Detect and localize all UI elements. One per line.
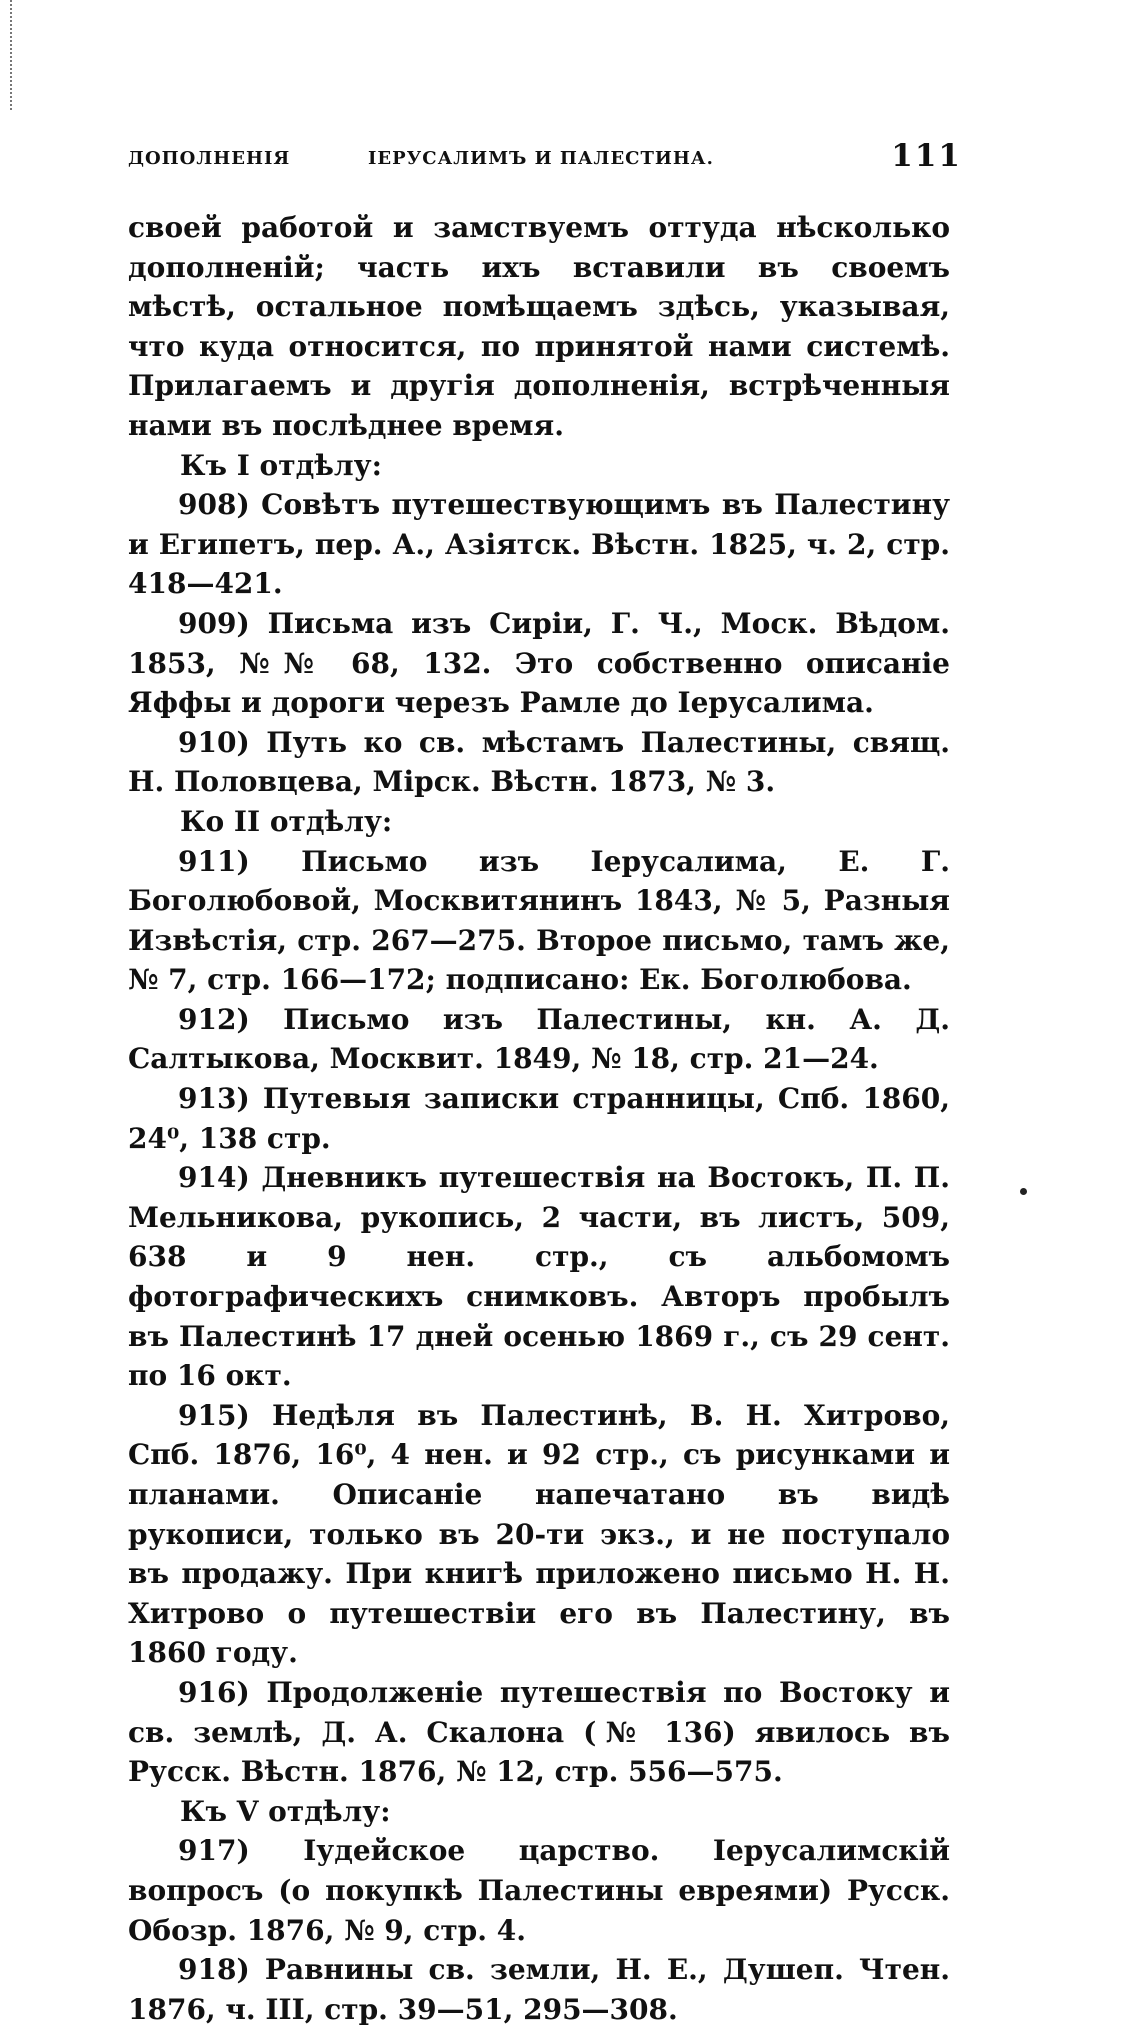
entry-916: 916) Продолженіе путешествія по Востоку и св. землѣ, Д. А. Скалона (№ 136) явилось въ Русск. Вѣстн. 1876, № 12, стр. 556—575. — [128, 1675, 950, 1789]
section-heading-3: Къ V отдѣлу: — [180, 1794, 391, 1828]
ink-speck — [1020, 1188, 1027, 1195]
header-section-title: ДОПОЛНЕНІЯ — [128, 148, 291, 169]
section-heading-2: Ко II отдѣлу: — [180, 804, 393, 838]
entry-912: 912) Письмо изъ Палестины, кн. А. Д. Салтыкова, Москвит. 1849, № 18, стр. 21—24. — [128, 1002, 950, 1076]
intro-paragraph: своей работой и замствуемъ оттуда нѣсколько дополненій; часть ихъ вставили въ своемъ мѣстѣ, остальное помѣщаемъ здѣсь, указывая, что куда относится, по принятой нами системѣ. Прилагаемъ и другія дополненія, встрѣченныя нами въ послѣднее время. — [128, 211, 950, 442]
entry-909: 909) Письма изъ Сиріи, Г. Ч., Моск. Вѣдом. 1853, №№ 68, 132. Это собственно описаніе Яффы и дороги черезъ Рамле до Іерусалима. — [128, 606, 950, 720]
entry-918: 918) Равнины св. земли, Н. Е., Душеп. Чтен. 1876, ч. III, стр. 39—51, 295—308. — [128, 1953, 950, 2026]
running-header — [128, 138, 962, 178]
entry-914: 914) Дневникъ путешествія на Востокъ, П. П. Мельникова, рукопись, 2 части, въ листъ, 509, 638 и 9 нен. стр., съ альбомомъ фотографическихъ снимковъ. Авторъ пробылъ въ Палестинѣ 17 дней осенью 1869 г., съ 29 сент. по 16 окт. — [128, 1161, 950, 1393]
scan-edge-mark — [10, 0, 12, 110]
entry-913: 913) Путевыя записки странницы, Спб. 1860, 24⁰, 138 стр. — [128, 1082, 950, 1155]
entry-908: 908) Совѣтъ путешествующимъ въ Палестину и Египетъ, пер. А., Азіятск. Вѣстн. 1825, ч. 2, стр. 418—421. — [128, 488, 950, 601]
entry-911: 911) Письмо изъ Іерусалима, Е. Г. Боголюбовой, Москвитянинъ 1843, № 5, Разныя Извѣстія, стр. 267—275. Второе письмо, тамъ же, № 7, стр. 166—172; подписано: Ек. Боголюбова. — [128, 844, 950, 997]
page-body — [128, 208, 950, 2029]
entry-917: 917) Іудейское царство. Іерусалимскій вопросъ (о покупкѣ Палестины евреями) Русск. Обозр. 1876, № 9, стр. 4. — [128, 1834, 950, 1947]
entry-910: 910) Путь ко св. мѣстамъ Палестины, свящ. Н. Половцева, Мірск. Вѣстн. 1873, № 3. — [128, 725, 950, 799]
header-book-title: ІЕРУСАЛИМЪ И ПАЛЕСТИНА. — [368, 148, 714, 169]
entry-915: 915) Недѣля въ Палестинѣ, В. Н. Хитрово, Спб. 1876, 16⁰, 4 нен. и 92 стр., съ рисунками и планами. Описаніе напечатано въ видѣ рукописи, только въ 20-ти экз., и не поступало въ продажу. При книгѣ приложено письмо Н. Н. Хитрово о путешествіи его въ Палестину, въ 1860 году. — [128, 1398, 950, 1670]
section-heading-1: Къ I отдѣлу: — [180, 448, 382, 482]
page-number: 111 — [891, 138, 962, 174]
